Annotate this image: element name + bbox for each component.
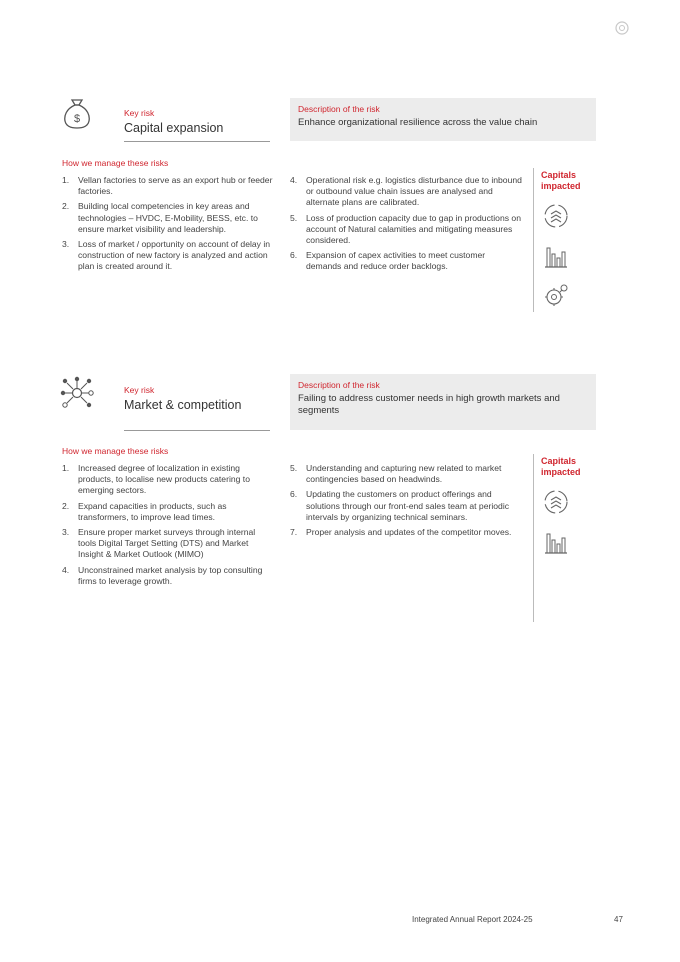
capitals-impacted-label: Capitals impacted — [541, 170, 581, 191]
list-item: 5. Loss of production capacity due to gap in productions on account of Natural calamities and mitigating measures considered. — [290, 212, 521, 246]
mitigation-list-right — [290, 463, 522, 542]
svg-text:$: $ — [73, 113, 81, 125]
mitigation-list-right — [290, 175, 522, 277]
list-item: 6. Expansion of capex activities to meet customer demands and reduce order backlogs. — [290, 250, 486, 272]
list-item: 3. Loss of market / opportunity on account of delay in construction of new factory is analyzed and action plan is created around it. — [62, 239, 271, 272]
list-item: 3. Ensure proper market surveys through internal tools Digital Target Setting (DTS) and Market Insight & Market Outlook (MIMO) — [62, 527, 256, 560]
list-item: 4. Unconstrained market analysis by top consulting firms to leverage growth. — [62, 564, 263, 586]
list-item: 5. Understanding and capturing new related to market contingencies based on headwinds. — [290, 463, 502, 485]
network-icon — [60, 376, 94, 410]
key-risk-label: Key risk — [124, 385, 155, 395]
capitals-divider — [533, 168, 534, 312]
footer-report-title: Integrated Annual Report 2024-25 — [412, 915, 533, 924]
capitals-impacted-label: Capitals impacted — [541, 456, 581, 477]
list-item: 1. Increased degree of localization in existing products, to localise new products catering to emerging sectors. — [62, 463, 250, 496]
list-item: 2. Building local competencies in key areas and technologies – HVDC, E-Mobility, BESS, etc. to ensure market visibility and leadership. — [62, 201, 258, 234]
title-divider — [124, 430, 270, 431]
list-item: 6. Updating the customers on product offerings and solutions through our front-end sales team at periodic intervals by organizing technical seminars. — [290, 489, 510, 522]
list-item: 1. Vellan factories to serve as an export hub or feeder factories. — [62, 175, 273, 197]
description-text: Failing to address customer needs in high growth markets and segments — [298, 393, 560, 416]
money-bag-icon — [60, 96, 94, 130]
list-item: 4. Operational risk e.g. logistics disturbance due to inbound or outbound value chain issues are analysed and alternate plans are calibrated. — [290, 175, 522, 208]
title-divider — [124, 141, 270, 142]
key-risk-label: Key risk — [124, 108, 155, 118]
financial-capital-icon — [542, 488, 570, 516]
financial-capital-icon — [542, 202, 570, 230]
page-number: 47 — [614, 915, 623, 924]
description-label: Description of the risk — [298, 380, 380, 390]
list-item: 2. Expand capacities in products, such as transformers, to improve lead times. — [62, 500, 227, 522]
description-label: Description of the risk — [298, 104, 380, 114]
intellectual-capital-icon — [542, 282, 570, 310]
risk-description-box — [290, 98, 596, 141]
mitigation-list-left — [62, 175, 274, 277]
description-text: Enhance organizational resilience across the value chain — [298, 117, 538, 128]
capitals-divider — [533, 454, 534, 622]
manage-risks-label: How we manage these risks — [62, 158, 169, 168]
corner-logo-icon — [614, 20, 630, 36]
list-item: 7. Proper analysis and updates of the competitor moves. — [290, 527, 512, 538]
manage-risks-label: How we manage these risks — [62, 446, 169, 456]
manufactured-capital-icon — [542, 242, 570, 270]
mitigation-list-left — [62, 463, 274, 591]
risk-title: Market & competition — [124, 398, 242, 412]
manufactured-capital-icon — [542, 528, 570, 556]
risk-title: Capital expansion — [124, 121, 224, 135]
risk-description-box — [290, 374, 596, 430]
